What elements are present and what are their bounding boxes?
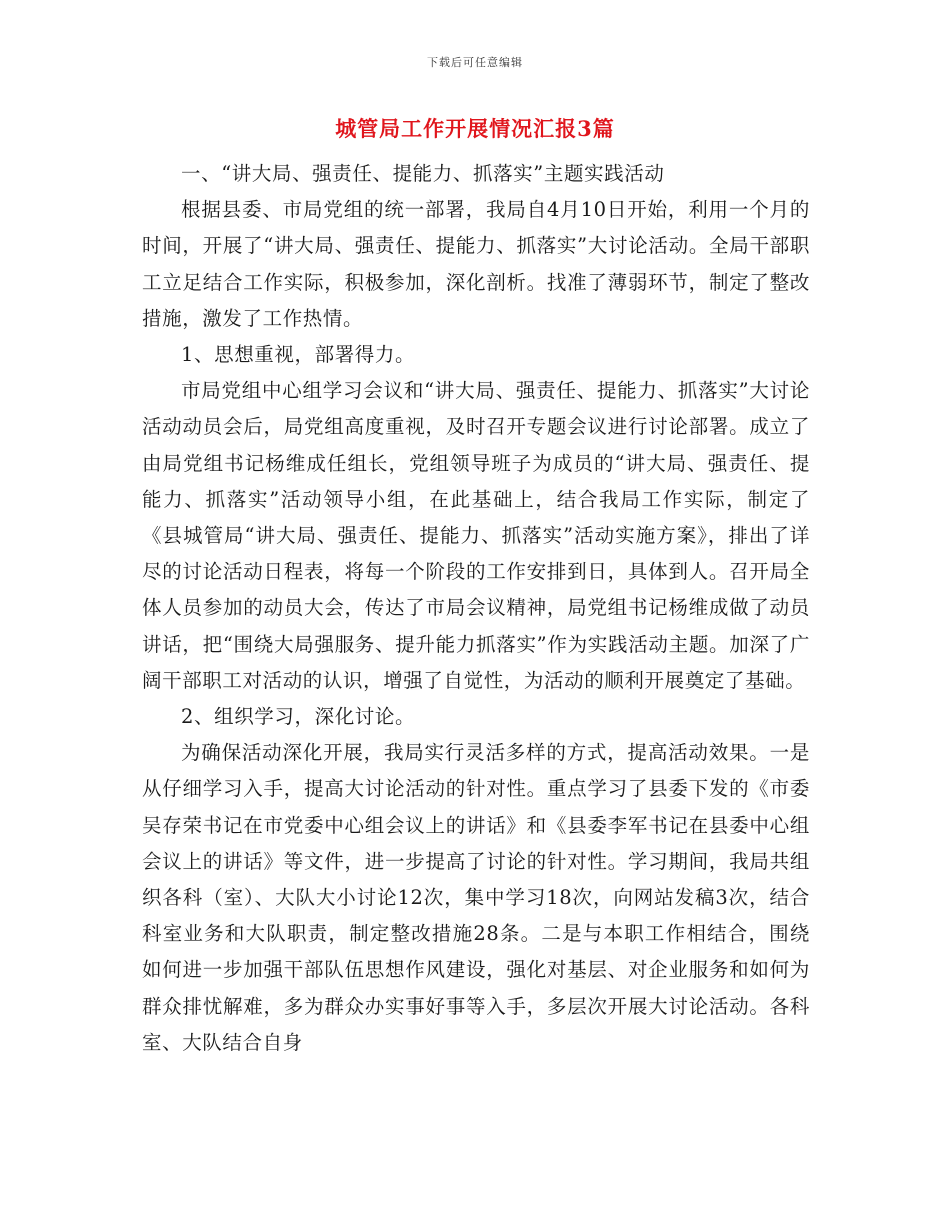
document-title: 城管局工作开展情况汇报3篇: [335, 116, 615, 141]
header-note: 下载后可任意编辑: [427, 56, 523, 69]
document-body: [142, 156, 810, 1061]
subsection-heading: 1、思想重视，部署得力。: [181, 343, 416, 367]
body-paragraph: 为确保活动深化开展，我局实行灵活多样的方式，提高活动效果。一是从仔细学习入手，提高大讨论活动的针对性。重点学习了县委下发的《市委吴存荣书记在市党委中心组会议上的讲话》和《县委李军书记在县委中心组会议上的讲话》等文件，进一步提高了讨论的针对性。学习期间，我局共组织各科（室）、大队大小讨论12次，集中学习18次，向网站发稿3次，结合科室业务和大队职责，制定整改措施28条。二是与本职工作相结合，围绕如何进一步加强干部队伍思想作风建设，强化对基层、对企业服务和如何为群众排忧解难，多为群众办实事好事等入手，多层次开展大讨论活动。各科室、大队结合自身: [142, 741, 810, 1054]
section-heading: 一、“讲大局、强责任、提能力、抓落实”主题实践活动: [181, 162, 665, 185]
body-paragraph: 市局党组中心组学习会议和“讲大局、强责任、提能力、抓落实”大讨论活动动员会后，局党组高度重视，及时召开专题会议进行讨论部署。成立了由局党组书记杨维成任组长，党组领导班子为成员的“讲大局、强责任、提能力、抓落实”活动领导小组，在此基础上，结合我局工作实际，制定了《县城管局“讲大局、强责任、提能力、抓落实”活动实施方案》，排出了详尽的讨论活动日程表，将每一个阶段的工作安排到日，具体到人。召开局全体人员参加的动员大会，传达了市局会议精神，局党组书记杨维成做了动员讲话，把“围绕大局强服务、提升能力抓落实”作为实践活动主题。加深了广阔干部职工对活动的认识，增强了自觉性，为活动的顺利开展奠定了基础。: [142, 379, 810, 692]
subsection-heading: 2、组织学习，深化讨论。: [181, 705, 416, 729]
body-paragraph: 根据县委、市局党组的统一部署，我局自4月10日开始，利用一个月的时间，开展了“讲大局、强责任、提能力、抓落实”大讨论活动。全局干部职工立足结合工作实际，积极参加，深化剖析。找准了薄弱环节，制定了整改措施，激发了工作热情。: [142, 198, 810, 330]
